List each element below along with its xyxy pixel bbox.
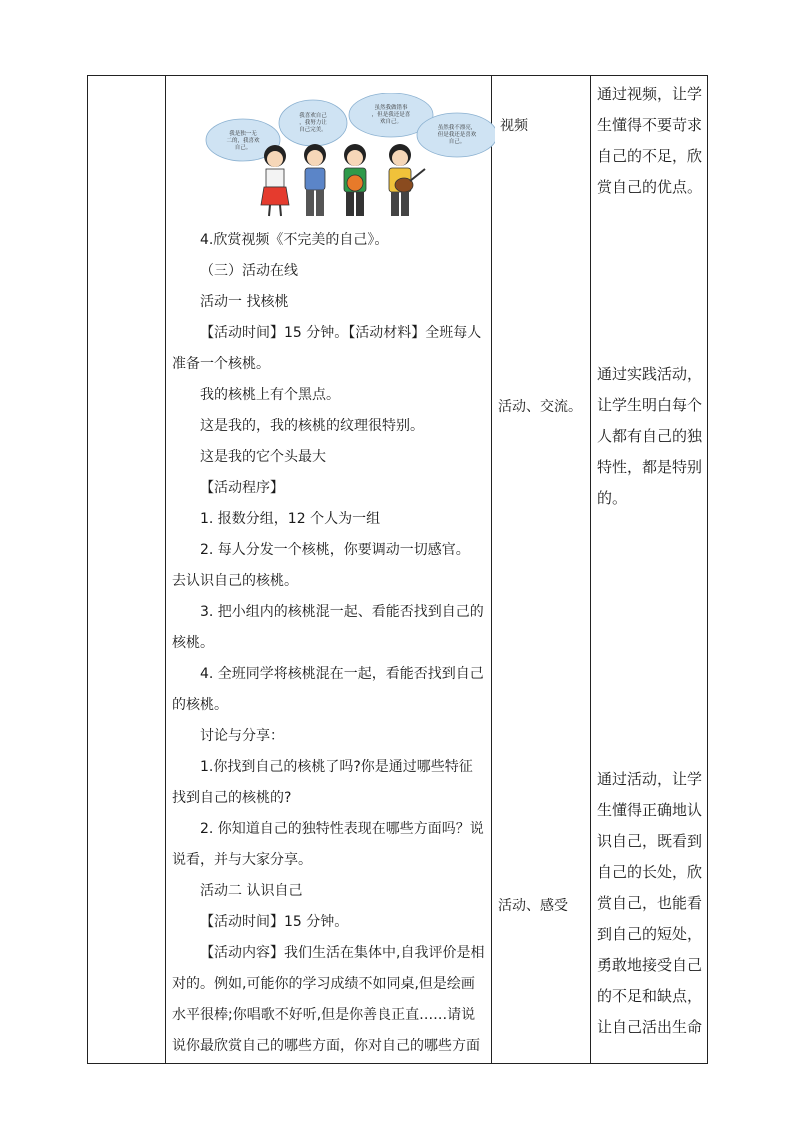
content-line: 4.欣赏视频《不完美的自己》。 — [200, 232, 389, 248]
content-line: 准备一个核桃。 — [172, 356, 270, 372]
method-cell: 活动、交流。 — [498, 399, 582, 415]
content-line: 【活动时间】15 分钟。 — [200, 914, 349, 930]
bubble-text-1c: 自己。 — [234, 145, 252, 151]
content-line: 这是我的，我的核桃的纹理很特别。 — [200, 418, 424, 434]
goal-line: 让学生明白每个 — [597, 396, 703, 414]
content-line: 这是我的它个头最大 — [200, 449, 326, 465]
content-line: 去认识自己的核桃。 — [172, 573, 298, 589]
child-figure — [304, 144, 326, 216]
bubble-text-4c: 自己。 — [448, 139, 466, 145]
child-figure — [344, 144, 366, 216]
goal-line: 到自己的短处， — [597, 925, 703, 943]
activity-title: 活动二 认识自己 — [200, 883, 303, 899]
children-illustration — [205, 93, 495, 218]
content-line: 水平很棒;你唱歌不好听,但是你善良正直……请说 — [172, 1007, 476, 1023]
goal-line: 通过活动，让学 — [597, 770, 703, 788]
content-line: 1.你找到自己的核桃了吗?你是通过哪些特征 — [200, 759, 473, 775]
speech-bubble — [279, 100, 347, 146]
bubble-text-1: 我是独一无 — [229, 131, 257, 137]
goal-cell — [597, 359, 705, 514]
goal-cell — [597, 764, 705, 1043]
bubble-text-2: 我喜欢自己 — [299, 113, 327, 119]
content-line: 3. 把小组内的核桃混一起、看能否找到自己的 — [200, 604, 484, 620]
activity-title: 活动一 找核桃 — [200, 294, 289, 310]
goal-line: 生懂得正确地认 — [597, 801, 703, 819]
content-line: 【活动程序】 — [200, 480, 284, 496]
goal-line: 勇敢地接受自己 — [597, 956, 703, 974]
content-line: 的核桃。 — [172, 697, 228, 713]
goal-line: 生懂得不要苛求 — [597, 116, 703, 134]
child-figure — [261, 145, 289, 216]
column-divider — [491, 76, 492, 1063]
content-line: 核桃。 — [172, 635, 214, 651]
goal-line: 赏自己的优点。 — [597, 178, 703, 196]
method-cell: 视频 — [500, 118, 528, 134]
goal-line: 赏自己，也能看 — [597, 894, 703, 912]
content-line: 我的核桃上有个黑点。 — [200, 387, 340, 403]
goal-line: 通过视频，让学 — [597, 85, 703, 103]
goal-cell — [597, 79, 705, 203]
goal-line: 自己的不足，欣 — [597, 147, 703, 165]
content-line: 4. 全班同学将核桃混在一起，看能否找到自己 — [200, 666, 484, 682]
goal-line: 识自己，既看到 — [597, 832, 703, 850]
content-line: 1. 报数分组，12 个人为一组 — [200, 511, 381, 527]
goal-line: 的不足和缺点， — [597, 987, 703, 1005]
bubble-text-4b: 但是我还是喜欢 — [437, 132, 477, 138]
bubble-text-1b: 二的，我喜欢 — [226, 138, 260, 144]
content-line: 【活动内容】我们生活在集体中,自我评价是相 — [200, 945, 485, 961]
content-line: 2. 每人分发一个核桃，你要调动一切感官。 — [200, 542, 470, 558]
content-line: 找到自己的核桃的? — [172, 790, 292, 806]
goal-line: 让自己活出生命 — [597, 1018, 703, 1036]
activity-content — [172, 225, 488, 1062]
child-figure — [389, 144, 425, 216]
content-line: 说看，并与大家分享。 — [172, 852, 312, 868]
bubble-text-4: 虽然我不漂亮， — [437, 125, 477, 131]
content-line: 讨论与分享： — [200, 728, 284, 744]
lesson-table — [87, 75, 708, 1064]
goal-line: 的。 — [597, 489, 628, 507]
content-line: 【活动时间】15 分钟。【活动材料】全班每人 — [200, 325, 482, 341]
content-line: 说你最欣赏自己的哪些方面，你对自己的哪些方面 — [172, 1038, 480, 1054]
speech-bubble — [417, 113, 495, 157]
bubble-text-2c: 自己完美。 — [299, 127, 327, 133]
section-heading: （三）活动在线 — [200, 263, 298, 279]
goal-line: 特性，都是特别 — [597, 458, 703, 476]
goal-line: 人都有自己的独 — [597, 427, 703, 445]
bubble-text-2b: ，我努力让 — [299, 120, 327, 126]
goal-line: 通过实践活动， — [597, 365, 703, 383]
column-divider — [165, 76, 166, 1063]
method-cell: 活动、感受 — [498, 898, 568, 914]
column-divider — [590, 76, 591, 1063]
content-line: 对的。例如,可能你的学习成绩不如同桌,但是绘画 — [172, 976, 475, 992]
content-line: 2. 你知道自己的独特性表现在哪些方面吗？说 — [200, 821, 484, 837]
goal-line: 自己的长处，欣 — [597, 863, 703, 881]
bubble-text-3b: ，但是我还是喜 — [371, 112, 411, 118]
bubble-text-3c: 欢自己。 — [379, 119, 403, 125]
bubble-text-3: 虽然我做错事 — [374, 105, 408, 111]
